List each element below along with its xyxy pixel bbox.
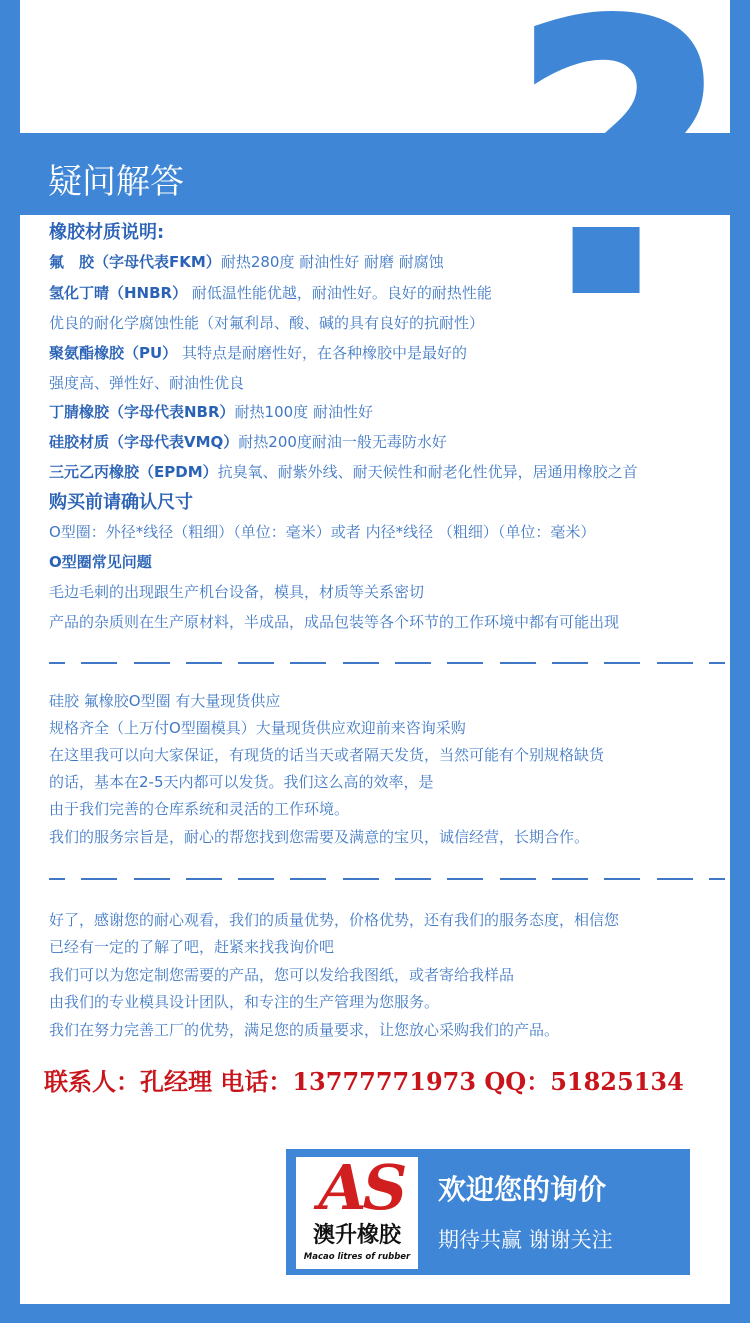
faq-line: 毛边毛刺的出现跟生产机台设备，模具，材质等关系密切 (49, 583, 425, 601)
faq-line: 产品的杂质则在生产原材料，半成品，成品包装等各个环节的工作环境中都有可能出现 (49, 613, 620, 631)
logo-english-name: Macao litres of rubber (303, 1252, 411, 1262)
material-line: 氢化丁晴（HNBR） 耐低温性能优越，耐油性好。良好的耐热性能 (49, 284, 492, 302)
material-line: 强度高、弹性好、耐油性优良 (49, 374, 245, 392)
logo-company-name: 澳升橡胶 (312, 1223, 401, 1248)
material-line: 聚氨酯橡胶（PU） 其特点是耐磨性好，在各种橡胶中是最好的 (49, 344, 467, 362)
logo-mark: AS (318, 1151, 404, 1224)
stock-line: 在这里我可以向大家保证，有现货的话当天或者隔天发货，当然可能有个别规格缺货 (49, 746, 605, 764)
closing-line: 我们在努力完善工厂的优势，满足您的质量要求，让您放心采购我们的产品。 (49, 1021, 560, 1039)
stock-line: 硅胶 氟橡胶O型圈 有大量现货供应 (49, 692, 281, 710)
stock-line: 的话，基本在2-5天内都可以发货。我们这么高的效率，是 (49, 773, 434, 791)
banner-subline: 期待共赢 谢谢关注 (438, 1228, 613, 1252)
size-line: O型圈：外径*线径（粗细）（单位：毫米）或者 内径*线径 （粗细）（单位：毫米） (49, 523, 596, 541)
material-line: 丁腈橡胶（字母代表NBR）耐热100度 耐油性好 (49, 403, 373, 421)
stock-line: 规格齐全（上万付O型圈模具）大量现货供应欢迎前来咨询采购 (49, 719, 466, 737)
closing-line: 已经有一定的了解了吧，赶紧来找我询价吧 (49, 938, 335, 956)
closing-line: 我们可以为您定制您需要的产品，您可以发给我图纸，或者寄给我样品 (49, 966, 515, 984)
banner-headline: 欢迎您的询价 (438, 1173, 607, 1206)
closing-line: 由我们的专业模具设计团队，和专注的生产管理为您服务。 (49, 993, 440, 1011)
content-panel (20, 0, 730, 1304)
stock-line: 我们的服务宗旨是，耐心的帮您找到您需要及满意的宝贝，诚信经营，长期合作。 (49, 828, 590, 846)
faq-title: O型圈常见问题 (49, 553, 152, 571)
dashed-divider (49, 878, 725, 880)
closing-line: 好了，感谢您的耐心观看，我们的质量优势，价格优势，还有我们的服务态度，相信您 (49, 911, 620, 929)
dashed-divider (49, 662, 725, 664)
size-title: 购买前请确认尺寸 (49, 492, 193, 513)
material-line: 三元乙丙橡胶（EPDM）抗臭氧、耐紫外线、耐天候性和耐老化性优异，居通用橡胶之首 (49, 463, 638, 481)
material-line: 氟 胶（字母代表FKM）耐热280度 耐油性好 耐磨 耐腐蚀 (49, 253, 444, 271)
company-logo (296, 1151, 418, 1269)
page-title: 疑问解答 (48, 162, 184, 202)
materials-title: 橡胶材质说明: (49, 222, 165, 243)
stock-line: 由于我们完善的仓库系统和灵活的工作环境。 (49, 800, 350, 818)
contact-info: 联系人：孔经理 电话：13777771973 QQ：51825134 (44, 1067, 684, 1096)
welcome-banner (286, 1149, 690, 1275)
material-line: 硅胶材质（字母代表VMQ）耐热200度耐油一般无毒防水好 (49, 433, 447, 451)
material-line: 优良的耐化学腐蚀性能（对氟利昂、酸、碱的具有良好的抗耐性） (49, 314, 485, 332)
